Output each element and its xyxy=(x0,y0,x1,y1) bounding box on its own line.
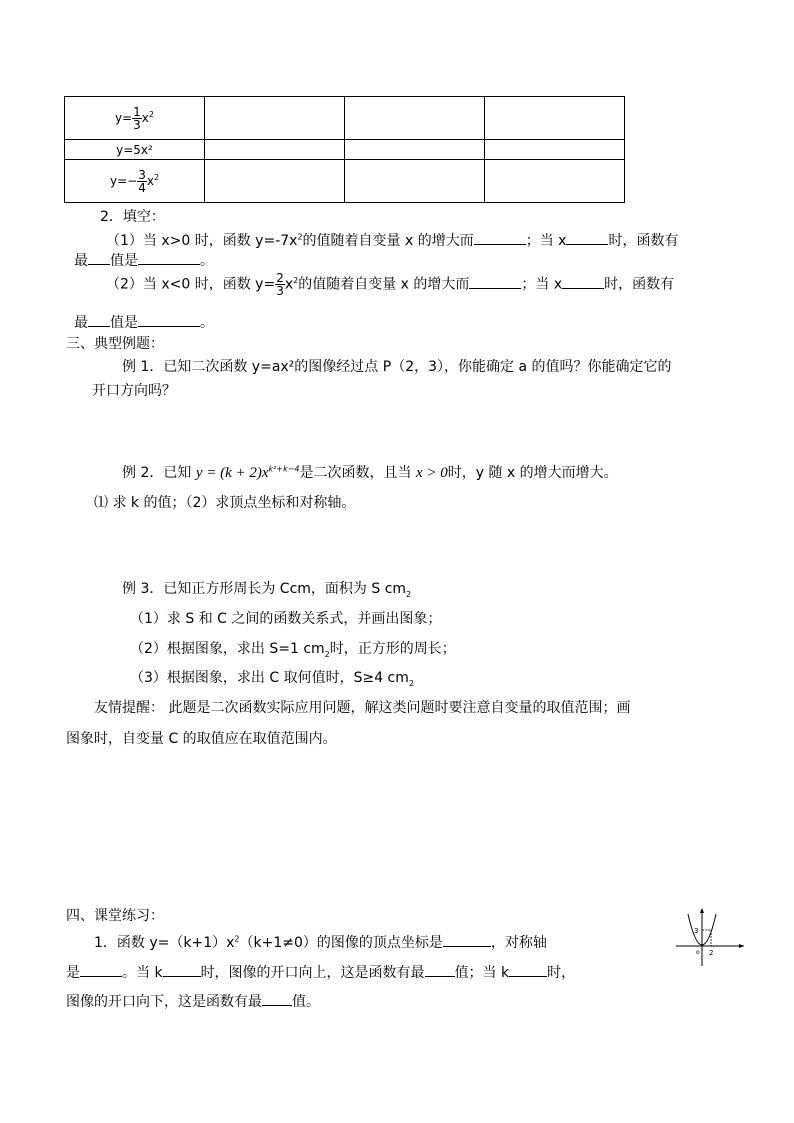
q1-text: （1）当 x>0 时，函数 y=-7x xyxy=(106,233,298,249)
variable: x xyxy=(284,276,294,293)
table-cell-empty xyxy=(485,97,625,140)
x-value-label: 2 xyxy=(709,949,714,957)
example-3-line1 xyxy=(122,578,411,599)
unit-subscript: 2 xyxy=(406,589,412,599)
answer-blank[interactable] xyxy=(80,964,122,977)
answer-blank[interactable] xyxy=(562,276,604,289)
origin-label: o xyxy=(696,949,700,956)
example-3-q2 xyxy=(130,638,456,659)
practice-text: （k+1≠0）的图像的顶点坐标是 xyxy=(239,935,443,951)
answer-blank[interactable] xyxy=(469,276,521,289)
practice-1-line2 xyxy=(66,962,575,982)
answer-blank[interactable] xyxy=(509,964,547,977)
answer-blank[interactable] xyxy=(443,934,491,947)
example-3-text: （3）根据图象，求出 C 取何值时，S≥4 cm xyxy=(130,670,409,686)
fill-question-2-line2 xyxy=(74,312,214,332)
formula-exponent: k²+k−4 xyxy=(268,464,300,474)
table-cell-function: y=5x² xyxy=(65,140,205,160)
practice-text: 时，图像的开口向上，这是函数有最 xyxy=(200,965,425,981)
parabola-graph xyxy=(674,906,748,970)
q1-text: 最 xyxy=(74,253,88,269)
exponent: 2 xyxy=(297,232,303,242)
numerator: 2 xyxy=(276,271,284,285)
fraction xyxy=(275,272,285,297)
answer-blank[interactable] xyxy=(262,993,292,1006)
answer-blank[interactable] xyxy=(474,232,526,245)
example-3-text: 例 3．已知正方形周长为 Ccm，面积为 S cm xyxy=(122,581,407,597)
example-2-subquestions: ⑴ 求 k 的值；（2）求顶点坐标和对称轴。 xyxy=(94,495,356,511)
practice-1-line3 xyxy=(66,991,320,1011)
numerator: 1 xyxy=(133,104,141,119)
q2-text: 的值随着自变量 x 的增大而 xyxy=(298,276,470,293)
q2-text: 最 xyxy=(74,315,88,331)
q2-text: 时，函数有 xyxy=(604,276,675,293)
q1-text: 。 xyxy=(200,253,214,269)
section-2-heading: 2．填空： xyxy=(100,209,165,225)
exponent: 2 xyxy=(234,934,240,944)
tip-line1: 友情提醒： 此题是二次函数实际应用问题，解这类问题时要注意自变量的取值范围；画 xyxy=(94,700,631,716)
numerator: 3 xyxy=(138,167,146,182)
answer-blank[interactable] xyxy=(88,252,110,265)
q2-text: ；当 x xyxy=(521,276,563,293)
table-cell-empty xyxy=(205,160,345,203)
exponent: 2 xyxy=(148,109,154,119)
table-row xyxy=(65,160,625,203)
fill-question-1-line1 xyxy=(106,230,678,250)
q2-text: 。 xyxy=(200,315,214,331)
example-1-line2: 开口方向吗？ xyxy=(92,383,176,399)
fill-question-1-line2 xyxy=(74,250,214,270)
example-2-text: 例 2．已知 xyxy=(122,465,192,481)
fraction xyxy=(132,106,142,131)
table-row xyxy=(65,140,625,160)
table-cell-empty xyxy=(205,97,345,140)
example-3-q1: （1）求 S 和 C 之间的函数关系式，并画出图象； xyxy=(130,611,442,627)
example-3-text: 时，正方形的周长； xyxy=(329,641,456,657)
table-cell-empty xyxy=(205,140,345,160)
q1-text: 的值随着自变量 x 的增大而 xyxy=(302,233,474,249)
answer-blank[interactable] xyxy=(138,252,200,265)
function-table xyxy=(64,96,625,203)
example-2-text: 时，y 随 x 的增大而增大。 xyxy=(447,465,618,481)
practice-text: 值。 xyxy=(292,994,320,1010)
table-cell-function xyxy=(65,160,205,203)
exponent: 2 xyxy=(293,275,299,285)
unit-subscript: 2 xyxy=(324,649,330,659)
answer-blank[interactable] xyxy=(566,232,608,245)
practice-text: 。当 k xyxy=(122,965,163,981)
function-prefix: y= xyxy=(115,110,133,125)
x-axis-arrow xyxy=(739,944,744,948)
denominator: 3 xyxy=(133,117,141,132)
example-3-q3 xyxy=(130,667,414,688)
table-row xyxy=(65,97,625,140)
example-2 xyxy=(122,462,618,482)
variable: x xyxy=(146,173,154,188)
section-4-heading: 四、课堂练习： xyxy=(66,908,164,924)
denominator: 4 xyxy=(138,180,146,195)
example-1-line1: 例 1．已知二次函数 y=ax²的图像经过点 P（2，3），你能确定 a 的值吗？你能确定它的 xyxy=(122,359,672,375)
practice-text: 是 xyxy=(66,965,80,981)
variable: x xyxy=(141,110,149,125)
function-prefix: y=− xyxy=(109,173,138,188)
q1-text: 时，函数有 xyxy=(608,233,679,249)
q1-text: 值是 xyxy=(110,253,138,269)
practice-text: ，对称轴 xyxy=(490,935,547,951)
example-2-text: 是二次函数，且当 xyxy=(299,465,412,481)
exponent: 2 xyxy=(153,172,160,182)
example-2-condition: x > 0 xyxy=(415,465,448,481)
table-cell-empty xyxy=(485,140,625,160)
answer-blank[interactable] xyxy=(163,964,201,977)
answer-blank[interactable] xyxy=(88,314,110,327)
practice-text: 1．函数 y=（k+1）x xyxy=(94,935,235,951)
denominator: 3 xyxy=(276,284,284,298)
table-cell-empty xyxy=(345,140,485,160)
y-axis-arrow xyxy=(700,908,704,913)
practice-text: 值；当 k xyxy=(454,965,510,981)
tip-line2: 图象时，自变量 C 的取值应在取值范围内。 xyxy=(66,731,337,747)
answer-blank[interactable] xyxy=(138,314,200,327)
fraction xyxy=(137,169,147,194)
section-3-heading: 三、典型例题： xyxy=(66,336,164,352)
example-3-text: （2）根据图象，求出 S=1 cm xyxy=(130,641,325,657)
q2-text: （2）当 x<0 时，函数 y= xyxy=(106,276,276,293)
table-cell-empty xyxy=(345,97,485,140)
q1-text: ；当 x xyxy=(525,233,567,249)
practice-1-line1 xyxy=(94,932,547,952)
y-value-label: 3 xyxy=(694,927,699,935)
table-cell-empty xyxy=(485,160,625,203)
example-2-formula: y = (k + 2)x xyxy=(195,465,269,481)
practice-text: 图像的开口向下，这是函数有最 xyxy=(66,994,262,1010)
unit-subscript: 2 xyxy=(408,678,414,688)
answer-blank[interactable] xyxy=(425,964,455,977)
table-cell-function xyxy=(65,97,205,140)
practice-text: 时， xyxy=(547,965,576,981)
table-cell-empty xyxy=(345,160,485,203)
fill-question-2-line1 xyxy=(106,272,674,297)
q2-text: 值是 xyxy=(110,315,138,331)
